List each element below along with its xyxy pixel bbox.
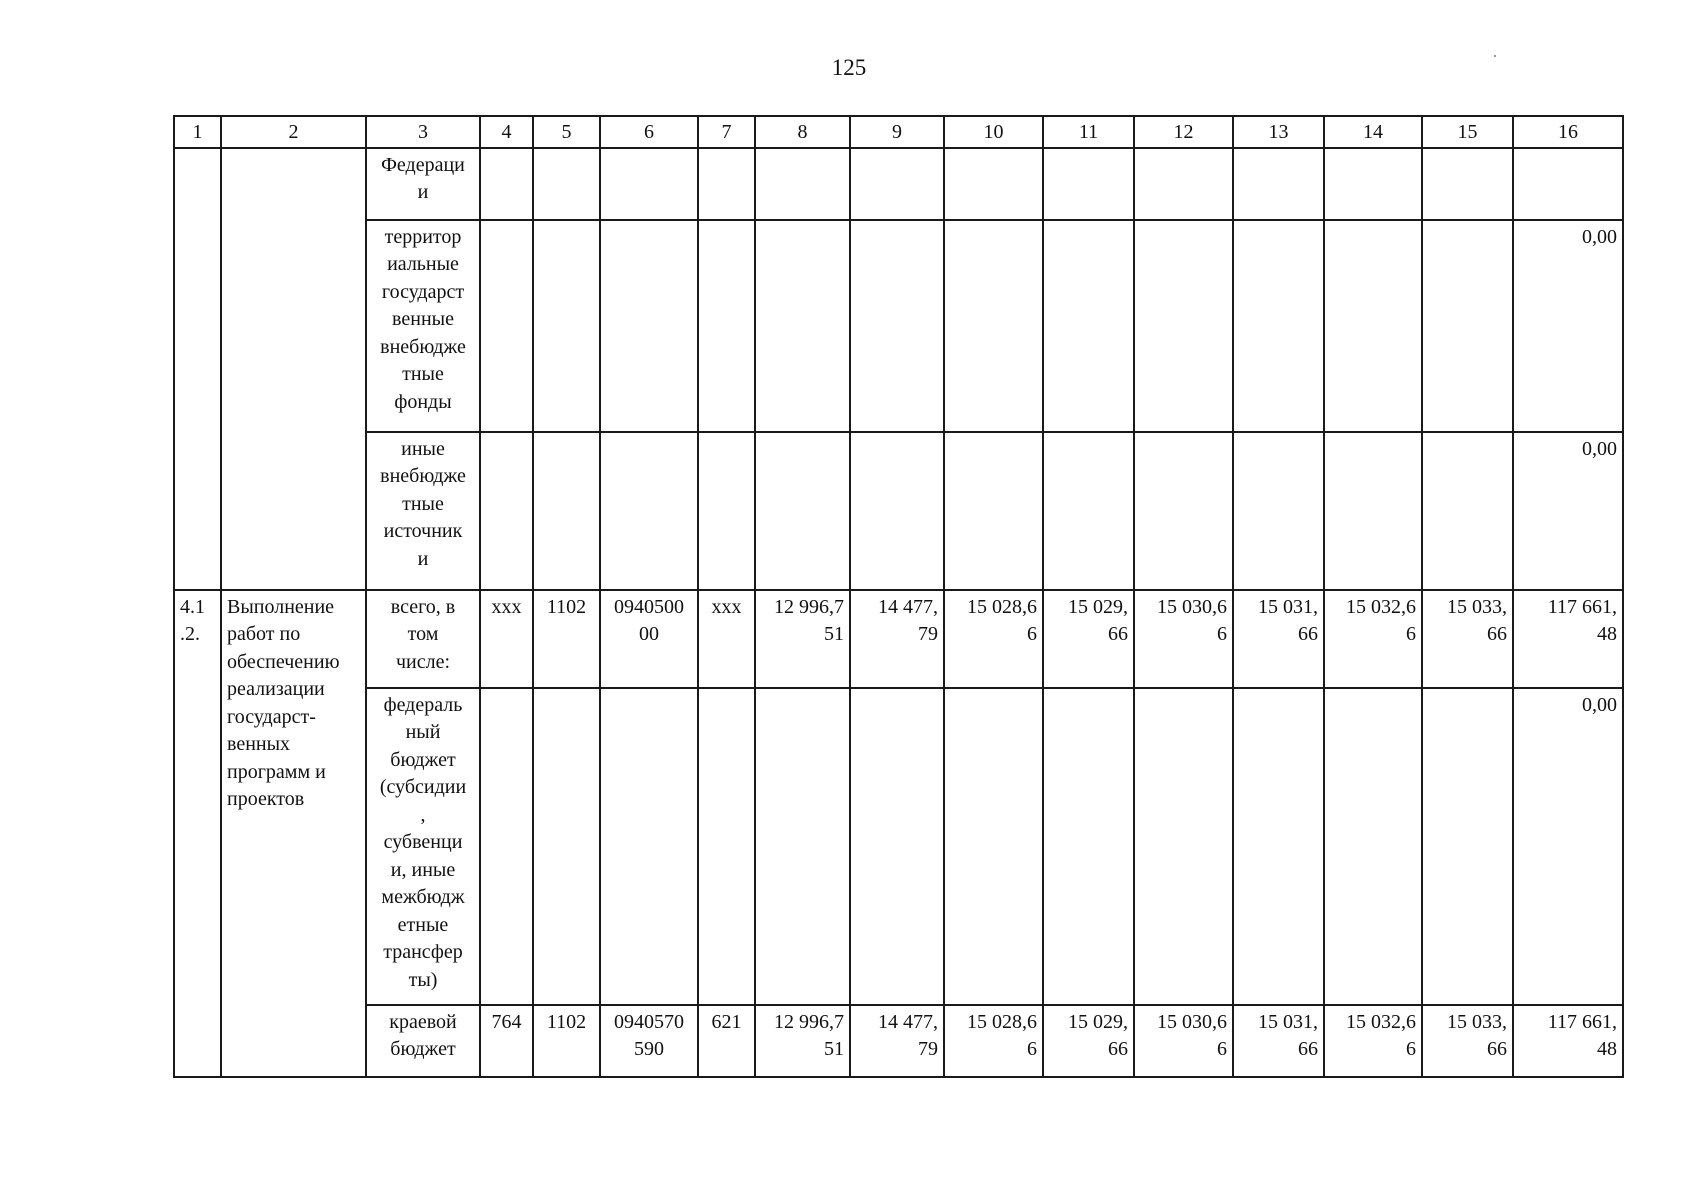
empty-cell [174, 148, 221, 590]
column-number: 11 [1043, 116, 1134, 148]
empty-cell [1134, 432, 1233, 590]
empty-cell [944, 220, 1043, 432]
column-number: 10 [944, 116, 1043, 148]
empty-cell [600, 688, 698, 1005]
value-cell: 15 031, 66 [1233, 1005, 1324, 1077]
value-cell: 12 996,7 51 [755, 590, 850, 688]
empty-cell [1324, 688, 1422, 1005]
empty-cell [1233, 220, 1324, 432]
empty-cell [533, 220, 600, 432]
empty-cell [533, 148, 600, 220]
table-row [174, 590, 1623, 688]
empty-cell [1233, 432, 1324, 590]
value-cell: 14 477, 79 [850, 590, 944, 688]
empty-cell [1324, 220, 1422, 432]
empty-cell [944, 148, 1043, 220]
item-name-cell: Выполнение работ по обеспечению реализации государст-венных программ и проектов [221, 590, 366, 1077]
empty-cell [944, 432, 1043, 590]
column-number: 8 [755, 116, 850, 148]
empty-cell [698, 432, 755, 590]
column-number: 12 [1134, 116, 1233, 148]
empty-cell [944, 688, 1043, 1005]
value-cell: 15 032,6 6 [1324, 590, 1422, 688]
total-cell: 0,00 [1513, 432, 1623, 590]
grbs-code-cell: 764 [480, 1005, 533, 1077]
empty-cell [1422, 688, 1513, 1005]
column-number: 15 [1422, 116, 1513, 148]
funding-source-cell: территор иальные государст венные внебюдже тные фонды [366, 220, 480, 432]
empty-cell [1324, 148, 1422, 220]
total-cell: 117 661, 48 [1513, 1005, 1623, 1077]
empty-cell [1233, 688, 1324, 1005]
column-number: 2 [221, 116, 366, 148]
empty-cell [1422, 432, 1513, 590]
scan-speck [1494, 55, 1496, 57]
empty-cell [1134, 688, 1233, 1005]
column-number: 1 [174, 116, 221, 148]
total-cell: 0,00 [1513, 688, 1623, 1005]
empty-cell [1233, 148, 1324, 220]
section-code-cell: 1102 [533, 590, 600, 688]
column-number: 14 [1324, 116, 1422, 148]
funding-source-cell: федераль ный бюджет (субсидии , субвенци и, иные межбюдж етные трансфер ты) [366, 688, 480, 1005]
empty-cell [1134, 220, 1233, 432]
empty-cell [850, 432, 944, 590]
empty-cell [755, 688, 850, 1005]
total-cell: 117 661, 48 [1513, 590, 1623, 688]
empty-cell [850, 148, 944, 220]
empty-cell [1043, 688, 1134, 1005]
section-code-cell: 1102 [533, 1005, 600, 1077]
value-cell: 15 033, 66 [1422, 1005, 1513, 1077]
page-number: 125 [831, 55, 867, 80]
column-number: 9 [850, 116, 944, 148]
value-cell: 15 030,6 6 [1134, 1005, 1233, 1077]
empty-cell [533, 432, 600, 590]
funding-source-cell: Федераци и [366, 148, 480, 220]
empty-cell [533, 688, 600, 1005]
expense-type-cell: ххх [698, 590, 755, 688]
empty-cell [221, 148, 366, 590]
total-cell [1513, 148, 1623, 220]
value-cell: 15 033, 66 [1422, 590, 1513, 688]
column-number: 6 [600, 116, 698, 148]
empty-cell [1043, 148, 1134, 220]
column-number: 5 [533, 116, 600, 148]
grbs-code-cell: ххх [480, 590, 533, 688]
empty-cell [1043, 220, 1134, 432]
column-number: 13 [1233, 116, 1324, 148]
empty-cell [600, 432, 698, 590]
empty-cell [600, 220, 698, 432]
column-number-row [174, 116, 1623, 148]
funding-source-cell: краевой бюджет [366, 1005, 480, 1077]
empty-cell [480, 148, 533, 220]
empty-cell [1422, 220, 1513, 432]
empty-cell [850, 220, 944, 432]
value-cell: 15 030,6 6 [1134, 590, 1233, 688]
value-cell: 15 028,6 6 [944, 590, 1043, 688]
table-row [174, 148, 1623, 220]
empty-cell [850, 688, 944, 1005]
value-cell: 15 029, 66 [1043, 1005, 1134, 1077]
empty-cell [1324, 432, 1422, 590]
value-cell: 12 996,7 51 [755, 1005, 850, 1077]
value-cell: 15 028,6 6 [944, 1005, 1043, 1077]
column-number: 16 [1513, 116, 1623, 148]
table-row [174, 432, 1623, 590]
table-row [174, 1005, 1623, 1077]
target-article-cell: 0940570 590 [600, 1005, 698, 1077]
empty-cell [1043, 432, 1134, 590]
empty-cell [480, 688, 533, 1005]
empty-cell [480, 432, 533, 590]
expense-type-cell: 621 [698, 1005, 755, 1077]
empty-cell [1422, 148, 1513, 220]
value-cell: 15 032,6 6 [1324, 1005, 1422, 1077]
empty-cell [698, 148, 755, 220]
empty-cell [698, 220, 755, 432]
funding-source-cell: всего, в том числе: [366, 590, 480, 688]
empty-cell [755, 148, 850, 220]
target-article-cell: 0940500 00 [600, 590, 698, 688]
empty-cell [1134, 148, 1233, 220]
table-row [174, 220, 1623, 432]
item-number-cell: 4.1 .2. [174, 590, 221, 1077]
column-number: 3 [366, 116, 480, 148]
value-cell: 15 031, 66 [1233, 590, 1324, 688]
table-row [174, 688, 1623, 1005]
empty-cell [698, 688, 755, 1005]
empty-cell [600, 148, 698, 220]
budget-table [173, 115, 1624, 1078]
empty-cell [755, 432, 850, 590]
funding-source-cell: иные внебюдже тные источник и [366, 432, 480, 590]
column-number: 4 [480, 116, 533, 148]
empty-cell [755, 220, 850, 432]
empty-cell [480, 220, 533, 432]
total-cell: 0,00 [1513, 220, 1623, 432]
value-cell: 15 029, 66 [1043, 590, 1134, 688]
column-number: 7 [698, 116, 755, 148]
value-cell: 14 477, 79 [850, 1005, 944, 1077]
